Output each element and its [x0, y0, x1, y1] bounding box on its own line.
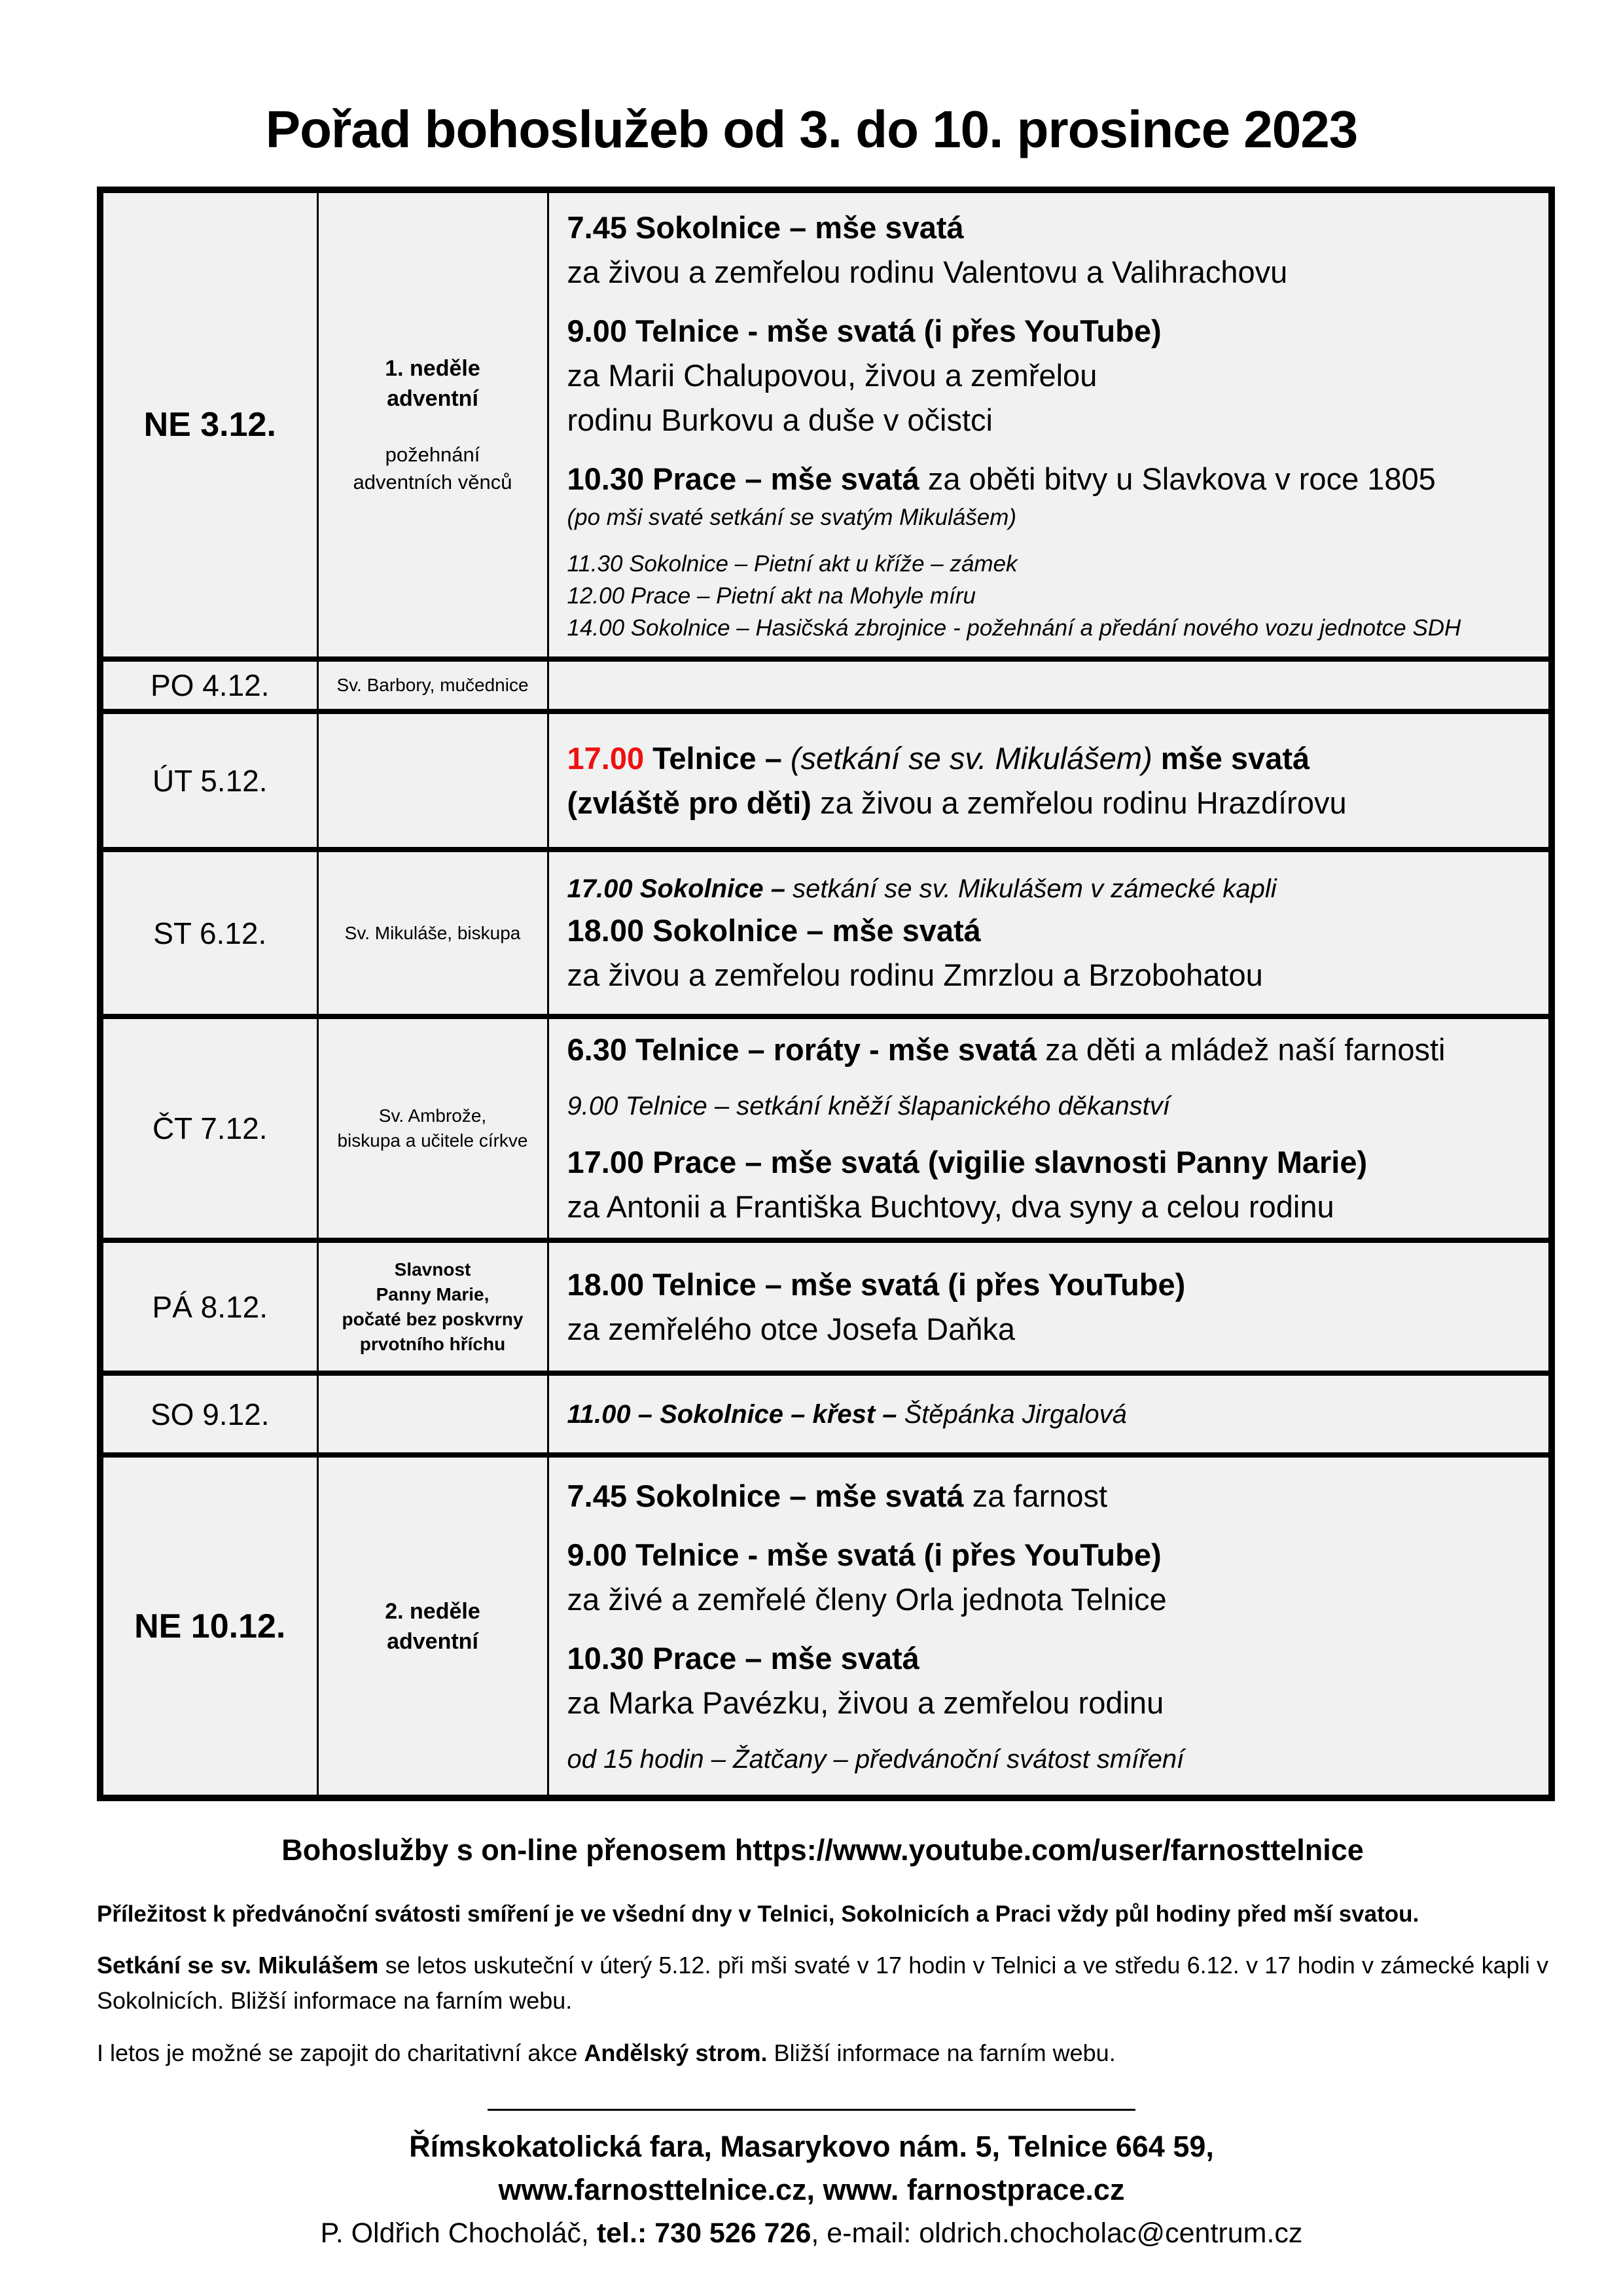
note-line	[97, 1898, 1548, 1931]
notes-section	[97, 1831, 1548, 2088]
table-row	[100, 1016, 1552, 1240]
text-segment: www.farnosttelnice.cz, www. farnostprace.cz	[498, 2173, 1125, 2206]
day-cell	[100, 1240, 317, 1373]
schedule-line	[567, 353, 1539, 398]
feast-line: Panny Marie,	[376, 1283, 490, 1304]
schedule-table-body	[100, 190, 1552, 1798]
text-segment: Andělský strom.	[584, 2039, 768, 2066]
text-segment: 18.00 Sokolnice – mše svatá	[567, 912, 981, 948]
text-segment: od 15 hodin – Žatčany – předvánoční svátost smíření	[567, 1744, 1185, 1774]
schedule-line	[567, 908, 1539, 953]
content-cell	[548, 1373, 1552, 1455]
day-cell	[100, 190, 317, 659]
feast-cell	[317, 190, 548, 659]
day-label: PÁ 8.12.	[152, 1289, 268, 1324]
note-line	[97, 2036, 1548, 2071]
text-segment: 9.00 Telnice – setkání kněží šlapanického děkanství	[567, 1092, 1170, 1121]
schedule-line	[567, 1740, 1539, 1779]
text-segment: 9.00 Telnice - mše svatá (i přes YouTube)	[567, 1537, 1162, 1572]
schedule-line	[567, 1086, 1539, 1126]
schedule-line	[567, 457, 1539, 501]
day-cell	[100, 1016, 317, 1240]
text-segment: (po mši svaté setkání se svatým Mikulášem)	[567, 505, 1017, 530]
content-cell	[548, 711, 1552, 850]
footer-divider	[488, 2109, 1135, 2111]
text-segment: za živé a zemřelé členy Orla jednota Telnice	[567, 1581, 1167, 1617]
text-segment: 7.45 Sokolnice – mše svatá	[567, 1478, 964, 1513]
schedule-line	[567, 548, 1539, 580]
text-segment: 17.00	[567, 740, 645, 776]
schedule-line	[567, 781, 1539, 825]
text-segment: za Marka Pavézku, živou a zemřelou rodinu	[567, 1685, 1164, 1720]
schedule-line	[567, 1307, 1539, 1352]
text-segment: setkání se sv. Mikulášem v zámecké kapli	[793, 874, 1277, 903]
text-segment: 12.00 Prace – Pietní akt na Mohyle míru	[567, 583, 976, 609]
schedule-line	[567, 1636, 1539, 1681]
feast-cell	[317, 1240, 548, 1373]
text-segment: za živou a zemřelou rodinu Zmrzlou a Brzobohatou	[567, 957, 1263, 992]
day-label: NE 10.12.	[134, 1607, 286, 1645]
table-row	[100, 1455, 1552, 1798]
feast-cell	[317, 711, 548, 850]
text-segment: P. Oldřich Chocholáč,	[320, 2217, 597, 2249]
schedule-line	[567, 1395, 1539, 1434]
text-segment: 14.00 Sokolnice – Hasičská zbrojnice - požehnání a předání nového vozu jednotce SDH	[567, 615, 1461, 641]
schedule-line	[567, 736, 1539, 781]
day-cell	[100, 659, 317, 711]
text-segment: 17.00 Prace – mše svatá (vigilie slavnosti Panny Marie)	[567, 1145, 1368, 1179]
feast-cell	[317, 1455, 548, 1798]
feast-cell	[317, 1373, 548, 1455]
day-label: SO 9.12.	[150, 1397, 270, 1431]
page-footer	[0, 2109, 1623, 2255]
feast-line: Sv. Barbory, mučednice	[336, 675, 529, 695]
page-title: Pořad bohoslužeb od 3. do 10. prosince 2023	[265, 100, 1358, 158]
text-segment: Římskokatolická fara, Masarykovo nám. 5, Telnice 664 59,	[409, 2130, 1214, 2163]
schedule-table	[97, 187, 1555, 1801]
footer-lines	[0, 2125, 1623, 2255]
schedule-line	[567, 1263, 1539, 1307]
table-row	[100, 1240, 1552, 1373]
day-label: ČT 7.12.	[152, 1111, 268, 1145]
feast-line: počaté bez poskvrny	[342, 1308, 524, 1329]
feast-line: Sv. Mikuláše, biskupa	[344, 922, 521, 943]
content-cell	[548, 190, 1552, 659]
text-segment: Setkání se sv. Mikulášem	[97, 1952, 379, 1979]
content-cell	[548, 1240, 1552, 1373]
feast-line: adventní	[387, 1628, 478, 1654]
text-segment: Bohoslužby s on-line přenosem https://www.youtube.com/user/farnosttelnice	[281, 1833, 1364, 1867]
text-segment: za oběti bitvy u Slavkova v roce 1805	[919, 461, 1436, 496]
text-segment: za Antonii a Františka Buchtovy, dva syny a celou rodinu	[567, 1189, 1334, 1224]
content-cell	[548, 1016, 1552, 1240]
schedule-line	[567, 612, 1539, 644]
schedule-line	[567, 1028, 1539, 1072]
text-segment: 9.00 Telnice - mše svatá (i přes YouTube)	[567, 314, 1162, 348]
schedule-line	[567, 250, 1539, 295]
day-cell	[100, 1373, 317, 1455]
text-segment: I letos je možné se zapojit do charitativní akce	[97, 2039, 584, 2066]
text-segment: za děti a mládež naší farnosti	[1037, 1032, 1446, 1067]
text-segment: Štěpánka Jirgalová	[904, 1399, 1127, 1429]
text-segment: za živou a zemřelou rodinu Hrazdírovu	[811, 785, 1347, 820]
schedule-line	[567, 580, 1539, 612]
feast-cell	[317, 850, 548, 1016]
table-row	[100, 190, 1552, 659]
text-segment: Příležitost k předvánoční svátosti smíření je ve všední dny v Telnici, Sokolnicích a Praci vždy půl hodiny před mší svatou.	[97, 1901, 1419, 1927]
footer-line	[0, 2212, 1623, 2255]
text-segment: , e-mail: oldrich.chocholac@centrum.cz	[811, 2217, 1303, 2249]
feast-line: prvotního hříchu	[359, 1333, 506, 1354]
text-segment: 17.00 Sokolnice –	[567, 874, 793, 903]
content-cell	[548, 659, 1552, 711]
schedule-line	[567, 1681, 1539, 1725]
schedule-line	[567, 1533, 1539, 1577]
feast-line: 1. neděle	[385, 356, 480, 381]
text-segment: 10.30 Prace – mše svatá	[567, 1640, 919, 1676]
text-segment: za Marii Chalupovou, živou a zemřelou	[567, 358, 1097, 393]
text-segment: rodinu Burkovu a duše v očistci	[567, 403, 993, 437]
feast-line: biskupa a učitele církve	[337, 1130, 528, 1151]
schedule-line	[567, 1474, 1539, 1518]
text-segment: mše svatá	[1152, 740, 1310, 776]
text-segment: Bližší informace na farním webu.	[767, 2039, 1116, 2066]
text-segment: Telnice –	[644, 740, 791, 776]
day-label: ST 6.12.	[153, 916, 267, 950]
text-segment: 7.45 Sokolnice – mše svatá	[567, 210, 964, 245]
feast-cell	[317, 1016, 548, 1240]
feast-cell	[317, 659, 548, 711]
feast-line: 2. neděle	[385, 1598, 480, 1624]
schedule-line	[567, 398, 1539, 442]
text-segment: tel.: 730 526 726	[596, 2217, 812, 2249]
text-segment: 6.30 Telnice – roráty - mše svatá	[567, 1032, 1037, 1067]
text-segment: 11.00 – Sokolnice – křest –	[567, 1399, 904, 1429]
table-row	[100, 659, 1552, 711]
day-cell	[100, 850, 317, 1016]
table-row	[100, 1373, 1552, 1455]
schedule-line	[567, 1577, 1539, 1622]
feast-line: Slavnost	[394, 1259, 471, 1280]
text-segment: za zemřelého otce Josefa Daňka	[567, 1311, 1015, 1346]
table-row	[100, 711, 1552, 850]
text-segment: 11.30 Sokolnice – Pietní akt u kříže – zámek	[567, 551, 1018, 577]
schedule-line	[567, 1185, 1539, 1229]
day-cell	[100, 711, 317, 850]
footer-line	[0, 2168, 1623, 2212]
footer-line	[0, 2125, 1623, 2168]
schedule-line	[567, 953, 1539, 997]
content-cell	[548, 850, 1552, 1016]
day-label: NE 3.12.	[143, 406, 276, 444]
schedule-line	[567, 501, 1539, 533]
note-line	[97, 1948, 1548, 2018]
note-line	[97, 1831, 1548, 1869]
text-segment: se letos uskuteční v úterý 5.12. při mši svaté v 17 hodin v Telnici a ve středu 6.12. v 17 hodin v zámecké kapli v Sokolnicích. Bližší informace na farním webu.	[97, 1952, 1548, 2014]
text-segment: (setkání se sv. Mikulášem)	[790, 740, 1152, 776]
feast-line: adventních věnců	[353, 471, 512, 493]
text-segment: (zvláště pro děti)	[567, 785, 812, 820]
text-segment: 10.30 Prace – mše svatá	[567, 461, 919, 496]
day-cell	[100, 1455, 317, 1798]
schedule-line	[567, 869, 1539, 908]
content-cell	[548, 1455, 1552, 1798]
text-segment: za farnost	[963, 1478, 1108, 1513]
schedule-line	[567, 1140, 1539, 1185]
day-label: PO 4.12.	[150, 668, 270, 702]
feast-line: Sv. Ambrože,	[378, 1105, 487, 1126]
schedule-line	[567, 206, 1539, 250]
day-label: ÚT 5.12.	[152, 763, 268, 798]
text-segment: za živou a zemřelou rodinu Valentovu a Valihrachovu	[567, 255, 1288, 289]
feast-line: adventní	[387, 386, 478, 411]
text-segment: 18.00 Telnice – mše svatá (i přes YouTube)	[567, 1266, 1186, 1302]
feast-line: požehnání	[385, 443, 480, 466]
schedule-line	[567, 309, 1539, 353]
table-row	[100, 850, 1552, 1016]
